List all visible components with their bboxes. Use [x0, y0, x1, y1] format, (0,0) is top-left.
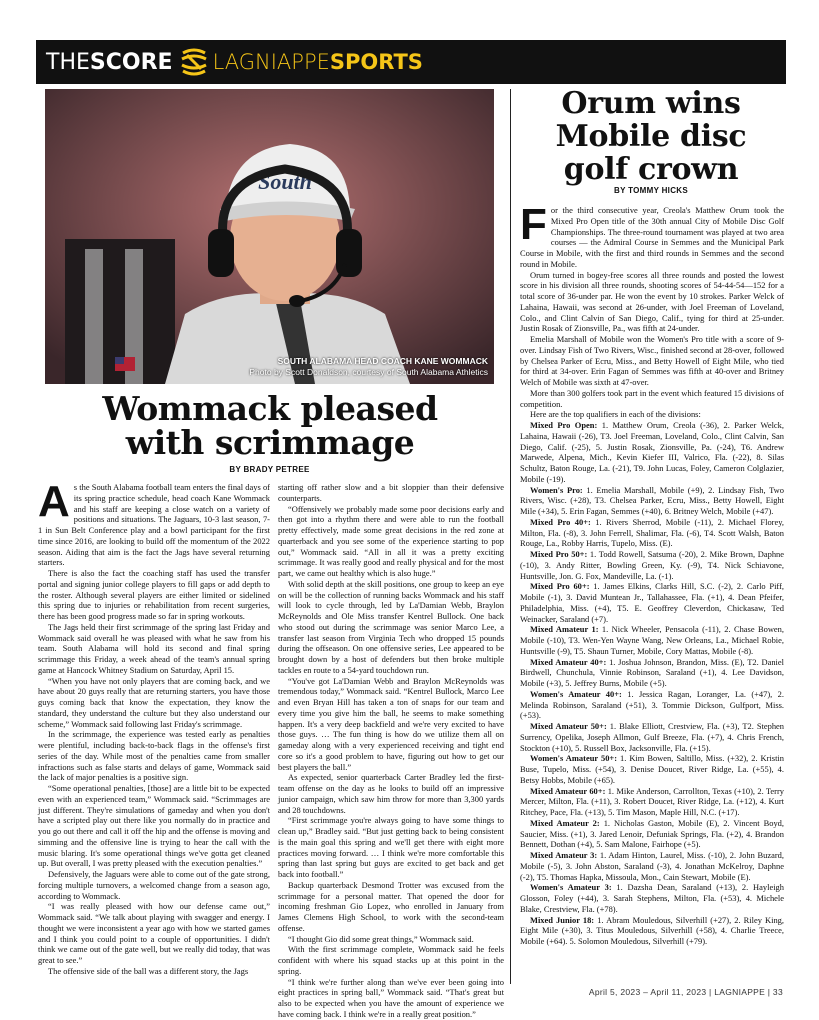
lagniappe-sports-wordmark	[213, 50, 423, 74]
right-story-headline: Orum wins Mobile disc golf crown	[555, 86, 747, 187]
division-name: Mixed Amateur 2:	[530, 817, 600, 828]
paragraph-text: s the South Alabama football team enters the final days of its spring practice schedule, head coach Kane Wommack and his staff are keeping a close watch on a variety of positions and situations. The Jaguars, 10-3 last season, 7-1 in Sun Belt Conference play and a bowl participant for the first time since 2016, are looking to build off the momentum of the 2022 season. Aiding that aim is the fact the Jags have several returning starters.	[38, 482, 270, 568]
division-result	[520, 624, 784, 656]
paragraph	[520, 200, 784, 270]
cap-logo-text: South	[258, 169, 312, 194]
division-name: Women's Amateur 50+:	[530, 753, 618, 764]
coach-photo-illustration	[45, 89, 494, 384]
drop-cap: A	[38, 477, 70, 526]
division-result	[520, 689, 784, 721]
division-standings: 1. Matthew Orum, Creola (-36), 2. Parker Welck, Lahaina, Hawaii (-26), T3. Joel Freeman, Loveland, Colo., Clint Calvin, San Diego, Calif. (-25), 5. Justin Rosak, Zionsville, Pa. (-24), T6. Andrew Marwede, Alpena, Mich., Kevin Kiefer III, Valrico, Fla. (-22), 8. Silas Schultz, Baton Rouge, La. (-21), T9. John Lucas, Foley, Cameron Colglazier, Mobile (-19).	[520, 420, 785, 484]
left-story-column-1	[38, 477, 270, 976]
division-name: Mixed Pro 60+:	[530, 581, 590, 592]
lagniappe-label: LAGNIAPPE	[212, 50, 330, 74]
division-standings: 1. Nick Wheeler, Pensacola (-11), 2. Chase Bowen, Mobile (-10), T3. Wen-Yen Wayne Wang, New Orleans, La., Michael Robie, Huntsville (-9), T5. Shaun Turner, Mobile, Cory Mattas, Mobile (-8).	[520, 624, 784, 656]
caption-title: SOUTH ALABAMA HEAD COACH KANE WOMMACK	[277, 356, 488, 366]
division-name: Mixed Amateur 1:	[530, 624, 599, 635]
lagniappe-logo-icon	[179, 47, 209, 77]
paragraph: “Offensively we probably made some poor decisions early and then got into a rhythm there and were able to run the football pretty effectively, made some great decisions in the red zone at quarterback and you see some of the experience starting to pop out,” Wommack said. “All in all it was a pretty exciting scrimmage. It was really good and really physical and for the most part, we came out healthy which is also huge.”	[278, 503, 504, 578]
division-standings: 1. Joshua Johnson, Brandon, Miss. (E), T2. Daniel Birdwell, Chunchula, Vinnie Robinson, Saraland (+1), 4. Lee Davidson, Mobile (+3), 5. Jeffrey Burns, Mobile (+5).	[520, 656, 784, 688]
division-standings: 1. Dazsha Dean, Saraland (+13), 2. Hayleigh Glosson, Foley (+44), 3. Sarah Stephens, Milton, Fla. (+53), 4. Michele Blake, Crestview, Fla. (+78).	[520, 882, 784, 914]
division-name: Mixed Amateur 40+:	[530, 656, 607, 667]
division-name: Women's Amateur 40+:	[530, 688, 622, 699]
left-story-byline: BY BRADY PETREE	[229, 465, 310, 474]
division-result	[520, 915, 784, 947]
division-result	[520, 549, 784, 581]
division-standings: 1. Blake Elliott, Crestview, Fla. (+3), T2. Stephen Surrency, Opelika, Joseph Allmon, Gulf Breeze, Fla. (+7), 4. Chris French, Stockton (+10), 5. Russell Box, Jacksonville, Fla. (+15).	[520, 721, 785, 753]
paragraph: Orum turned in bogey-free scores all three rounds and posted the lowest score in his division all three rounds, shooting scores of 54-44-54—152 for a total score of 36-under par. He won the event by 10 strokes. Parker Welck of Lahaina, Hawaii, was second at 26-under, with Joel Freeman of Loveland, Colo., and Clint Calvin of San Diego, Calif., tying for third at 25-under. Justin Rosak of Zionsville, Pa., was fifth at 24-under.	[520, 269, 784, 334]
paragraph: starting off rather slow and a bit sloppier than their defensive counterparts.	[278, 482, 504, 503]
division-result	[520, 657, 784, 689]
division-standings: 1. Adam Hinton, Laurel, Miss. (-10), 2. John Buzard, Mobile (-5), 3. John Abston, Saraland (-3), 4. Jonathan McKelroy, Daphne (-2), T5. Thomas Hapka, Missoula, Mon., Cain Stewart, Mobile (E).	[520, 850, 784, 882]
paragraph: With solid depth at the skill positions, one group to keep an eye on will be the collection of running backs Wommack and his staff will look to cycle through, led by La'Damian Webb, Braylon McReynolds and Ole Miss transfer Kentrel Bullock. One back who stood out during the scrimmage was senior Marco Lee, a transfer last season from Virginia Tech who dropped 15 pounds during the offseason. On one offensive series, Lee appeared to be brought down by a host of defenders but then broke multiple tackles en route to a 54-yard touchdown run.	[278, 578, 504, 675]
paragraph: “I think we're further along than we've ever been going into eight practices in spring ball,” Wommack said. “That's great but also to be expected when you have the amount of experience we have coming back. I think we're in a really great position.”	[278, 976, 504, 1019]
division-standings: 1. Rivers Sherrod, Mobile (-11), 2. Michael Florey, Milton, Fla. (-8), 3. John Ferrell, Shalimar, Fla. (-6), T4. Scott Walsh, Baton Rouge, La., Robby Harris, Tupelo, Miss. (E).	[520, 516, 785, 549]
division-standings: 1. Todd Rowell, Satsuma (-20), 2. Mike Brown, Daphne (-10), 3. Andy Ritter, Bowling Green, Ky. (-9), T4. Nick Schiavone, Huntsville, Jon. G. Fox, Mandeville, La. (-1).	[520, 549, 784, 581]
division-result	[520, 485, 784, 517]
division-standings: 1. Emelia Marshall, Mobile (+9), 2. Lindsay Fish, Two Rivers, Wisc. (+28), T3. Chelsea Parker, Ecru, Miss., Betty Howell, Eight Mile (+34), 5. Erin Fagan, Semmes (+40), 6. Britney Welch, Mobile (+47).	[520, 484, 784, 516]
division-name: Mixed Amateur 50+:	[530, 721, 607, 731]
division-result	[520, 420, 784, 485]
paragraph: In the scrimmage, the experience was tested early as penalties were plentiful, including back-to-back flags in the offense's first series of the day. While most of the penalties came from smaller infractions such as false starts and delays of game, Wommack said the lack of major penalties is a positive sign.	[38, 729, 270, 783]
left-story-column-2	[278, 482, 504, 1019]
paragraph: Here are the top qualifiers in each of the divisions:	[530, 409, 701, 420]
the-score-wordmark	[46, 50, 173, 75]
division-standings: 1. Abram Mouledous, Silverhill (+27), 2. Riley King, Eight Mile (+30), 3. Titus Mouledous, Silverhill (+58), 4. Charlie Treece, Mobile (+64). 5. Solomon Mouledous, Silverhill (+79).	[520, 914, 784, 946]
score-label: SCORE	[89, 49, 173, 75]
right-story-byline: BY TOMMY HICKS	[614, 186, 688, 195]
division-result	[520, 786, 784, 818]
paragraph: “You've got La'Damian Webb and Braylon McReynolds was tremendous today,” Wommack said. “Kentrel Bullock, Marco Lee and even Bryan Hill has taken a ton of snaps for our team and every time you give him the ball, he seems to make something happen. It's a very deep backfield and we're very excited to have those guys. … The fun thing is how do we utilize them all on gameday along with a very experienced receiving and tight end core so it's a good problem to have, figuring out how to get our best players the ball.”	[278, 675, 504, 772]
division-standings: 1. Mike Anderson, Carrollton, Texas (+10), 2. Terry Mercer, Milton, Fla. (+11), 3. Robert Doucet, River Ridge, La. (+12), 4. Kurt Ritchey, Pace, Fla. (+13), 5. Tim Mason, Maple Hill, N.C. (+17).	[520, 785, 785, 817]
division-name: Women's Amateur 3:	[530, 882, 612, 893]
division-results-list	[520, 420, 784, 947]
division-standings: 1. Kim Bowen, Saltillo, Miss. (+32), 2. Kristin Buse, Tupelo, Miss. (+54), 3. Denise Doucet, River Ridge, La. (+55), 4. Betsy Hobbs, Mobile (+65).	[520, 753, 784, 785]
paragraph: The Jags held their first scrimmage of the spring last Friday and Wommack said overall he was pleased with what he saw from his team. South Alabama will hold its second and final spring scrimmage this Friday, a week ahead of the team's annual spring game at Hancock Whitney Stadium on Saturday, April 15.	[38, 621, 270, 675]
the-label: THE	[46, 49, 90, 75]
paragraph: “First scrimmage you're always going to have some things to clean up,” Bradley said. “But just getting back to being consistent is the main goal this spring and we'll get there with eight more practices moving forward. … I think we're more comfortable this spring than last spring but guys are excited to get back and get back into football.”	[278, 815, 504, 879]
paragraph: Backup quarterback Desmond Trotter was excused from the scrimmage for a personal matter. That opened the door for incoming freshman Gio Lopez, who enrolled in January from James Clemens High School, to work with the second-team offense.	[278, 879, 504, 933]
division-result	[520, 517, 784, 549]
drop-cap: F	[520, 200, 547, 249]
caption-credit: Photo by Scott Donaldson, courtesy of South Alabama Athletics	[249, 367, 488, 377]
division-result	[520, 721, 784, 753]
division-standings: 1. Jessica Ragan, Loranger, La. (+47), 2. Melinda Robinson, Saraland (+51), 3. Tommie Dickson, Gulfport, Miss. (+53).	[520, 688, 785, 721]
right-story-column	[520, 200, 785, 983]
division-name: Mixed Amateur 60+:	[530, 785, 606, 796]
division-result	[520, 882, 784, 914]
division-name: Women's Pro:	[530, 484, 583, 495]
column-divider	[510, 89, 511, 984]
division-name: Mixed Amateur 3:	[530, 850, 598, 860]
coach-photo	[45, 89, 494, 384]
paragraph: “I thought Gio did some great things,” Wommack said.	[288, 933, 474, 944]
page-footer: April 5, 2023 – April 11, 2023 | LAGNIAPPE | 33	[588, 987, 783, 997]
paragraph: “I was really pleased with how our defense came out,” Wommack said. “We talk about playing with swagger and energy. I thought we were inconsistent a year ago with how we started games and I think you could point to a couple of opportunities. I didn't think we came out of the gate well, but we really did today, that was great to see.”	[38, 901, 270, 965]
paragraph-text: or the third consecutive year, Creola's Matthew Orum took the Mixed Pro Open title of the 30th annual City of Mobile Disc Golf Championships. The three-round tournament was played at two area courses — the Admiral Course in Semmes and the Municipal Park Course in Mobile, with the first and third rounds in Semmes and the second round in Mobile.	[520, 205, 784, 269]
paragraph: Emelia Marshall of Mobile won the Women's Pro title with a score of 9-over. Lindsay Fish of Two Rivers, Wisc., finished second at 28-over, followed by Chelsea Parker of Ecru, Miss., and Betty Howell of Eight Mile, who tied for third at 34-over. Erin Fagan of Semmes was fifth at 40-over and Britney Welch of Mobile was sixth at 47-over.	[520, 334, 784, 387]
photo-caption	[249, 356, 488, 378]
division-result	[520, 753, 784, 785]
division-result	[520, 850, 784, 882]
paragraph: As expected, senior quarterback Carter Bradley led the first-team offense on the day as he looks to build off an impressive junior campaign, which saw him throw for more than 3,300 yards and 28 touchdowns.	[278, 772, 504, 815]
paragraph: More than 300 golfers took part in the event which featured 15 divisions of competition.	[520, 387, 784, 409]
division-result	[520, 581, 784, 624]
division-name: Mixed Pro 40+:	[530, 516, 591, 527]
sports-label: SPORTS	[329, 50, 423, 74]
section-banner	[36, 40, 786, 84]
division-standings: 1. James Elkins, Clarks Hill, S.C. (-2), 2. Carlo Piff, Mobile (-1), 3. David Muntean Jr., Tallahassee, Fla. (+1), 4. Dean Pfeifer, Philadelphia, Miss. (+4), T5. E. Geoffrey Cleverdon, Chickasaw, Ted Weinacker, Saraland (+7).	[520, 581, 785, 624]
division-name: Mixed Pro 50+:	[530, 549, 588, 559]
paragraph: With the first scrimmage complete, Wommack said he feels confident with where his squad stacks up at this point in the spring.	[278, 944, 504, 976]
paragraph: Defensively, the Jaguars were able to come out of the gate strong, forcing multiple turnovers, a welcomed change from a season ago, according to Wommack.	[38, 869, 270, 901]
division-name: Mixed Pro Open:	[530, 420, 598, 430]
paragraph: There is also the fact the coaching staff has used the transfer portal and signing junior college players to fill gaps or add depth to the roster. Although several players are either limited or sidelined this spring due to injuries or rehabilitation from recent surgeries, there has been good progress made so far in spring workouts.	[38, 568, 270, 621]
division-result	[520, 818, 784, 850]
paragraph: “When you have not only players that are coming back, and we have about 20 guys really that are returning starters, you have those guys coming back that know the expectation, they know the standard, they understand the culture but they also understand our scheme,” Wommack said following last Friday's scrimmage.	[38, 675, 270, 729]
paragraph: The offensive side of the ball was a different story, the Jags	[48, 965, 249, 976]
left-story-headline: Wommack pleased with scrimmage	[102, 389, 438, 462]
division-standings: 1. Nicholas Gaston, Mobile (E), 2. Vincent Boyd, Saucier, Miss. (+1), 3. Jared Lenoir, Defuniak Springs, Fla. (+2), 4. Brandon Bennett, Dothan (+4), 5. Sam Malone, Fairhope (+5).	[520, 817, 784, 850]
division-name: Mixed Junior 18:	[530, 914, 595, 925]
paragraph: “Some operational penalties, [those] are a little bit to be expected even with an experienced team,” Wommack said. “Scrimmages are just different. They're simulations of gameday and when you don't have a scripted play out there like you normally do in practice and you go out there and call it off the hip and the offense is moving and simming and the offensive line is trying to hear the call with the music blaring. It's some operational things we've gotta get cleaned up. But overall, I was pretty pleased with the execution penalties.”	[38, 783, 270, 869]
paragraph	[38, 477, 270, 568]
